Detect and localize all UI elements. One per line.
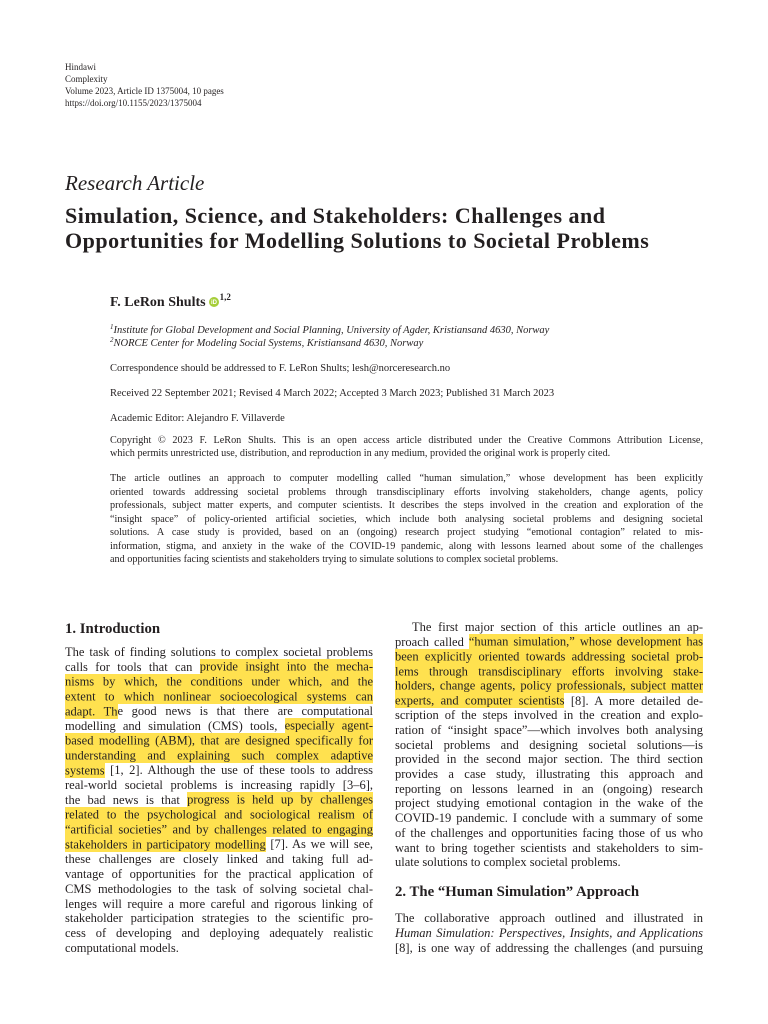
title-line: Simulation, Science, and Stakeholders: Challenges and [65, 203, 606, 228]
text-run: project studying emotional contagion in the wake of the [395, 796, 703, 811]
highlighted-text: holders, change agents, policy professionals, subject matter [395, 678, 703, 693]
highlighted-text: progress is held up by challenges [187, 792, 373, 807]
text-run: The collaborative approach outlined and illustrated in [395, 911, 703, 925]
body-line [395, 841, 703, 856]
body-line [395, 679, 703, 694]
highlighted-text: stakeholders in participatory modelling [65, 837, 266, 852]
body-line [65, 660, 373, 675]
publication-dates: Received 22 September 2021; Revised 4 March 2022; Accepted 3 March 2023; Published 31 March 2023 [110, 388, 555, 399]
body-line [65, 852, 373, 867]
author-affiliation-marks: 1,2 [219, 292, 231, 302]
highlighted-text: related to the psychological and sociological realism of [65, 807, 373, 822]
affiliation-item [110, 337, 549, 350]
text-run: cess of developing and deploying adequately realistic [65, 926, 373, 941]
orcid-logo-text: iD [210, 300, 217, 307]
abstract-line [110, 553, 703, 567]
body-line [65, 793, 373, 808]
author-line [110, 294, 231, 311]
body-line [65, 941, 373, 956]
highlighted-text: understanding and explaining such complex adaptive [65, 748, 373, 763]
text-run: solutions. A case study is provided, based on an (ongoing) research project studying “emotional contagion” related to mis- [110, 527, 703, 538]
text-run: of the challenges and opportunities facing those of us who [395, 825, 703, 840]
body-line [65, 645, 373, 660]
text-run: scription of the steps involved in the creation and explo- [395, 708, 703, 723]
text-run: computational models. [65, 940, 179, 955]
affiliation-item [110, 324, 549, 337]
volume-info: Volume 2023, Article ID 1375004, 10 pages [65, 86, 224, 96]
text-run: [8], is one way of addressing the challenges (and pursuing [395, 940, 703, 955]
text-run: societal problems and designing societal solutions—is [395, 737, 703, 752]
abstract-line [110, 513, 703, 527]
abstract-line [110, 472, 703, 486]
publisher-name: Hindawi [65, 62, 96, 72]
text-run: stakeholder participation strategies to the scientific pro- [65, 911, 373, 926]
body-line [395, 811, 703, 826]
body-line [65, 749, 373, 764]
copyright-line [110, 447, 703, 460]
body-line [65, 778, 373, 793]
author-name: F. LeRon Shults [110, 295, 206, 310]
highlighted-text: especially agent- [284, 718, 373, 733]
abstract-line [110, 526, 703, 540]
abstract [110, 472, 703, 567]
highlighted-text: adapt. Th [65, 704, 118, 719]
highlighted-text: systems [65, 763, 105, 778]
body-line [65, 882, 373, 897]
highlighted-text: experts, and computer scientists [395, 693, 565, 708]
abstract-line [110, 540, 703, 554]
highlighted-text: nisms by which, the conditions under which, and the [65, 674, 373, 689]
body-line [395, 911, 703, 926]
text-run: the bad news is that [65, 792, 188, 807]
text-run: lenges will require a more careful and rigorous linking of [65, 896, 373, 911]
highlighted-text: based modelling (ABM), that are designed specifically for [65, 733, 373, 748]
body-line [65, 763, 373, 778]
body-line [395, 941, 703, 956]
text-run: e good news is that there are computational [117, 704, 373, 719]
body-line [395, 926, 703, 941]
highlighted-text: lems through transdisciplinary efforts involving stake- [395, 664, 703, 679]
text-run: oriented towards addressing societal problems through transdisciplinary efforts involving stakeholders, change agents, policy [110, 486, 703, 498]
text-run: [1, 2]. Although the use of these tools to address [104, 763, 373, 778]
outline-paragraph [395, 620, 703, 870]
highlighted-text: “human simulation,” whose development has [468, 634, 703, 649]
text-run: professionals, subject matter experts, and computer scientists. It describes the steps involved in the creation and exploration of the [110, 500, 703, 511]
body-line [395, 649, 703, 664]
text-run: information, stigma, and anxiety in the wake of the COVID-19 pandemic, along with lessons learned about some of the challenges [110, 540, 703, 552]
affiliation-text: Institute for Global Development and Social Planning, University of Agder, Kristiansand 4630, Norway [113, 325, 550, 336]
body-line [65, 808, 373, 823]
academic-editor: Academic Editor: Alejandro F. Villaverde [110, 413, 285, 424]
body-line [65, 719, 373, 734]
highlighted-text: been explicitly oriented towards addressing societal prob- [395, 649, 703, 664]
text-run: “insight space” of policy-oriented artificial societies, which include both analysing societal problems and designing societal [110, 513, 703, 525]
text-run: modelling and simulation (CMS) tools, [65, 718, 285, 733]
body-line [65, 837, 373, 852]
text-run: calls for tools that can [65, 659, 200, 674]
text-run: ration of “insight space”—which involves both analysing [395, 722, 703, 737]
text-run: Human Simulation: Perspectives, Insights, and Applications [395, 925, 703, 940]
text-run: proach called [395, 634, 469, 649]
highlighted-text: extent to which nonlinear socioecological systems can [65, 689, 373, 704]
body-line [395, 694, 703, 709]
body-line [395, 855, 703, 870]
body-line [395, 752, 703, 767]
journal-name: Complexity [65, 74, 108, 84]
text-run: The task of finding solutions to complex societal problems [65, 645, 373, 659]
copyright-notice [110, 434, 703, 460]
text-run: and opportunities facing scientists and stakeholders trying to simulate solutions to complex societal problems. [110, 554, 559, 565]
title-line: Opportunities for Modelling Solutions to Societal Problems [65, 228, 650, 253]
affiliation-text: NORCE Center for Modeling Social Systems, Kristiansand 4630, Norway [113, 338, 424, 349]
body-line [395, 826, 703, 841]
body-line [395, 620, 703, 635]
text-run: [7]. As we will see, [265, 837, 373, 852]
text-run: reporting on lessons learned in an (ongoing) research [395, 781, 703, 796]
affiliations [110, 324, 549, 350]
text-run: Copyright © 2023 F. LeRon Shults. This is an open access article distributed under the Creative Commons Attribution License, [110, 435, 703, 446]
body-line [65, 689, 373, 704]
text-run: real-world societal problems is increasing rapidly [3–6], [65, 778, 373, 793]
body-line [395, 796, 703, 811]
text-run: these challenges are closely linked and taking full ad- [65, 852, 373, 867]
body-line [65, 734, 373, 749]
introduction-paragraph [65, 645, 373, 956]
orcid-icon[interactable] [209, 297, 219, 307]
body-line [65, 867, 373, 882]
body-line [395, 782, 703, 797]
section-heading-introduction: 1. Introduction [65, 621, 161, 637]
abstract-line [110, 499, 703, 513]
body-line [395, 767, 703, 782]
body-line [65, 897, 373, 912]
text-run: provides a case study, illustrating this approach and [395, 767, 703, 782]
text-run: want to bring together scientists and stakeholders to sim- [395, 840, 703, 855]
text-run: which permits unrestricted use, distribution, and reproduction in any medium, provided the original work is properly cited. [110, 448, 611, 459]
body-line [65, 911, 373, 926]
body-line [395, 635, 703, 650]
text-run: provided in the second major section. The third section [395, 752, 703, 767]
text-run: CMS methodologies to the task of solving societal chal- [65, 881, 373, 896]
text-run: vantage of opportunities for the practical application of [65, 866, 373, 881]
affiliation-number: 2 [110, 336, 114, 344]
text-run: The article outlines an approach to computer modelling called “human simulation,” whose development has been explicitly [110, 473, 703, 484]
body-line [65, 704, 373, 719]
section-heading-human-simulation: 2. The “Human Simulation” Approach [395, 884, 640, 900]
body-line [395, 664, 703, 679]
text-run: COVID-19 pandemic. I conclude with a summary of some [395, 811, 703, 826]
article-title [65, 203, 649, 253]
body-line [395, 708, 703, 723]
highlighted-text: provide insight into the mecha- [199, 659, 374, 674]
copyright-line [110, 434, 703, 447]
section2-paragraph [395, 911, 703, 955]
correspondence: Correspondence should be addressed to F. LeRon Shults; lesh@norceresearch.no [110, 363, 451, 374]
abstract-line [110, 486, 703, 500]
body-line [65, 823, 373, 838]
text-run: The first major section of this article outlines an ap- [412, 620, 703, 634]
body-line [65, 675, 373, 690]
body-line [395, 738, 703, 753]
text-run: [8]. A more detailed de- [564, 693, 703, 708]
text-run: ulate solutions to complex societal problems. [395, 855, 621, 870]
body-line [65, 926, 373, 941]
affiliation-number: 1 [110, 323, 114, 331]
body-line [395, 723, 703, 738]
highlighted-text: “artificial societies” and by challenges related to engaging [65, 822, 373, 837]
doi-link[interactable]: https://doi.org/10.1155/2023/1375004 [65, 98, 202, 108]
article-type: Research Article [65, 171, 205, 195]
journal-header [65, 61, 224, 109]
